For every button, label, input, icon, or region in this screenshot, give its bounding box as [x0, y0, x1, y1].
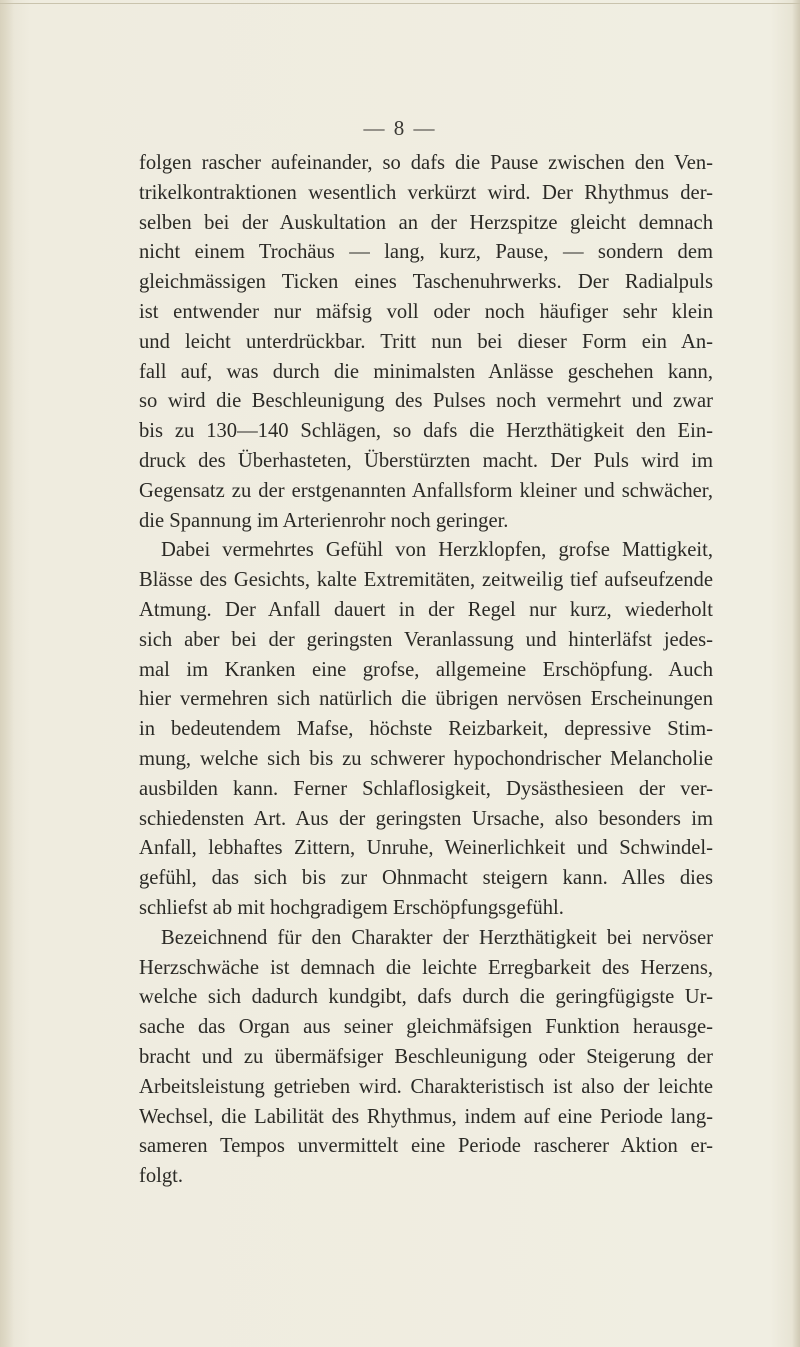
text-line: druck des Überhasteten, Überstürzten macht. Der Puls wird im — [139, 449, 713, 472]
text-line: sache das Organ aus seiner gleichmäfsigen Funktion herausge- — [139, 1016, 713, 1039]
page-number: — 8 — — [363, 116, 437, 140]
text-line: welche sich dadurch kundgibt, dafs durch die geringfügigste Ur- — [139, 986, 713, 1009]
paragraph — [139, 149, 713, 536]
top-edge-line — [0, 3, 800, 4]
text-line: fall auf, was durch die minimalsten Anlässe geschehen kann, — [139, 360, 713, 383]
text-line: selben bei der Auskultation an der Herzspitze gleicht demnach — [139, 211, 713, 234]
text-line: sich aber bei der geringsten Veranlassung und hinterläfst jedes- — [139, 628, 713, 651]
page-gutter-shadow — [0, 0, 14, 1347]
text-line: und leicht unterdrückbar. Tritt nun bei dieser Form ein An- — [139, 330, 713, 353]
body-text — [139, 149, 713, 1192]
text-line: bracht und zu übermäfsiger Beschleunigung oder Steigerung der — [139, 1045, 713, 1068]
text-line: Herzschwäche ist demnach die leichte Erregbarkeit des Herzens, — [139, 956, 713, 979]
text-line: folgt. — [139, 1165, 184, 1188]
text-line: Bezeichnend für den Charakter der Herzthätigkeit bei nervöser — [161, 926, 713, 949]
text-line: die Spannung im Arterienrohr noch geringer. — [139, 509, 509, 532]
text-line: Blässe des Gesichts, kalte Extremitäten, zeitweilig tief aufseufzende — [139, 569, 713, 592]
text-line: gleichmässigen Ticken eines Taschenuhrwerks. Der Radialpuls — [139, 271, 713, 294]
text-line: Atmung. Der Anfall dauert in der Regel nur kurz, wiederholt — [139, 598, 713, 621]
text-line: ist entwender nur mäfsig voll oder noch häufiger sehr klein — [139, 300, 713, 323]
text-line: trikelkontraktionen wesentlich verkürzt wird. Der Rhythmus der- — [139, 181, 713, 204]
text-line: gefühl, das sich bis zur Ohnmacht steigern kann. Alles dies — [139, 867, 713, 890]
text-line: schliefst ab mit hochgradigem Erschöpfungsgefühl. — [139, 896, 564, 919]
text-line: in bedeutendem Mafse, höchste Reizbarkeit, depressive Stim- — [139, 718, 713, 741]
text-line: Gegensatz zu der erstgenannten Anfallsform kleiner und schwächer, — [139, 479, 713, 502]
text-line: mung, welche sich bis zu schwerer hypochondrischer Melancholie — [139, 747, 713, 770]
text-line: Arbeitsleistung getrieben wird. Charakteristisch ist also der leichte — [139, 1075, 713, 1098]
page-edge-shadow — [792, 0, 800, 1347]
text-line: Wechsel, die Labilität des Rhythmus, indem auf eine Periode lang- — [139, 1105, 713, 1128]
text-line: bis zu 130—140 Schlägen, so dafs die Herzthätigkeit den Ein- — [139, 420, 713, 443]
paragraph — [139, 536, 713, 923]
text-line: schiedensten Art. Aus der geringsten Ursache, also besonders im — [139, 807, 713, 830]
text-line: mal im Kranken eine grofse, allgemeine Erschöpfung. Auch — [139, 658, 713, 681]
text-line: nicht einem Trochäus — lang, kurz, Pause, — sondern dem — [139, 241, 713, 264]
text-line: sameren Tempos unvermittelt eine Periode rascherer Aktion er- — [139, 1135, 713, 1158]
text-line: folgen rascher aufeinander, so dafs die Pause zwischen den Ven- — [139, 152, 713, 174]
text-line: Dabei vermehrtes Gefühl von Herzklopfen, grofse Mattigkeit, — [161, 539, 713, 562]
text-line: Anfall, lebhaftes Zittern, Unruhe, Weinerlichkeit und Schwindel- — [139, 837, 713, 860]
paragraph — [139, 924, 713, 1192]
text-line: ausbilden kann. Ferner Schlaflosigkeit, Dysästhesieen der ver- — [139, 777, 713, 800]
text-line: hier vermehren sich natürlich die übrigen nervösen Erscheinungen — [139, 688, 713, 711]
text-line: so wird die Beschleunigung des Pulses noch vermehrt und zwar — [139, 390, 713, 413]
